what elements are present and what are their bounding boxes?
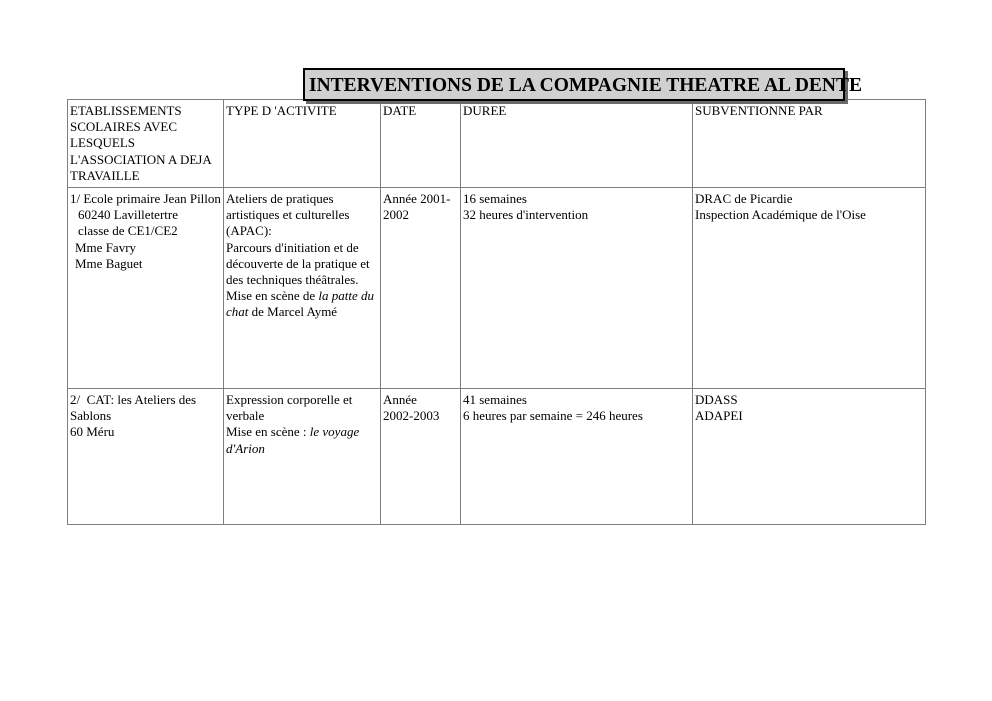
staging-prefix: Mise en scène :: [226, 424, 310, 440]
activity-cell: [224, 389, 381, 525]
interventions-table: [67, 99, 926, 525]
establishment-class: classe de CE1/CE2: [78, 223, 178, 239]
establishment-teacher: Mme Baguet: [75, 255, 143, 271]
establishment-name: 1/ Ecole primaire Jean Pillon: [70, 191, 221, 206]
duration-line: 41 semaines: [463, 392, 527, 407]
staging-suffix: de Marcel Aymé: [248, 304, 338, 320]
duration-line: 6 heures par semaine = 246 heures: [463, 408, 643, 424]
establishment-location: 60 Méru: [70, 424, 115, 440]
header-duration: DUREE: [461, 100, 693, 188]
funder-line: Inspection Académique de l'Oise: [695, 207, 866, 223]
header-establishments: ETABLISSEMENTS SCOLAIRES AVEC LESQUELS L'ASSOCIATION A DEJA TRAVAILLE: [68, 100, 224, 188]
establishment-postal: 60240 Lavilletertre: [78, 207, 178, 223]
staging-title: la patte du chat: [226, 288, 378, 320]
staging-prefix: Mise en scène de: [226, 288, 319, 304]
activity-line: Expression corporelle et verbale: [226, 392, 356, 424]
duration-line: 32 heures d'intervention: [463, 207, 589, 223]
establishment-cell: [68, 389, 224, 525]
table-header-row: [68, 100, 926, 188]
funder-line: DDASS: [695, 392, 738, 407]
funder-line: ADAPEI: [695, 408, 743, 424]
table-row: [68, 188, 926, 389]
date-line: Année: [383, 392, 417, 407]
document-title: INTERVENTIONS DE LA COMPAGNIE THEATRE AL DENTE: [303, 68, 845, 101]
date-cell: [381, 389, 461, 525]
duration-cell: [461, 188, 693, 389]
funder-line: DRAC de Picardie: [695, 191, 793, 206]
establishment-cell: [68, 188, 224, 389]
activity-line: Ateliers de pratiques artistiques et culturelles (APAC):: [226, 191, 353, 239]
header-funded-by: SUBVENTIONNE PAR: [693, 100, 926, 188]
establishment-name: 2/ CAT: les Ateliers des Sablons: [70, 392, 200, 424]
activity-staging: [226, 288, 378, 320]
funded-by-cell: [693, 188, 926, 389]
header-date: DATE: [381, 100, 461, 188]
activity-staging: [226, 424, 378, 456]
activity-line: Parcours d'initiation et de découverte de la pratique et des techniques théâtrales.: [226, 239, 373, 288]
date-line: 2002-2003: [383, 408, 440, 424]
activity-cell: [224, 188, 381, 389]
header-activity-type: TYPE D 'ACTIVITE: [224, 100, 381, 188]
establishment-teacher: Mme Favry: [75, 239, 137, 255]
duration-line: 16 semaines: [463, 191, 527, 206]
table-row: [68, 389, 926, 525]
funded-by-cell: [693, 389, 926, 525]
duration-cell: [461, 389, 693, 525]
staging-title: le voyage d'Arion: [226, 424, 363, 456]
date-cell: Année 2001-2002: [381, 188, 461, 389]
